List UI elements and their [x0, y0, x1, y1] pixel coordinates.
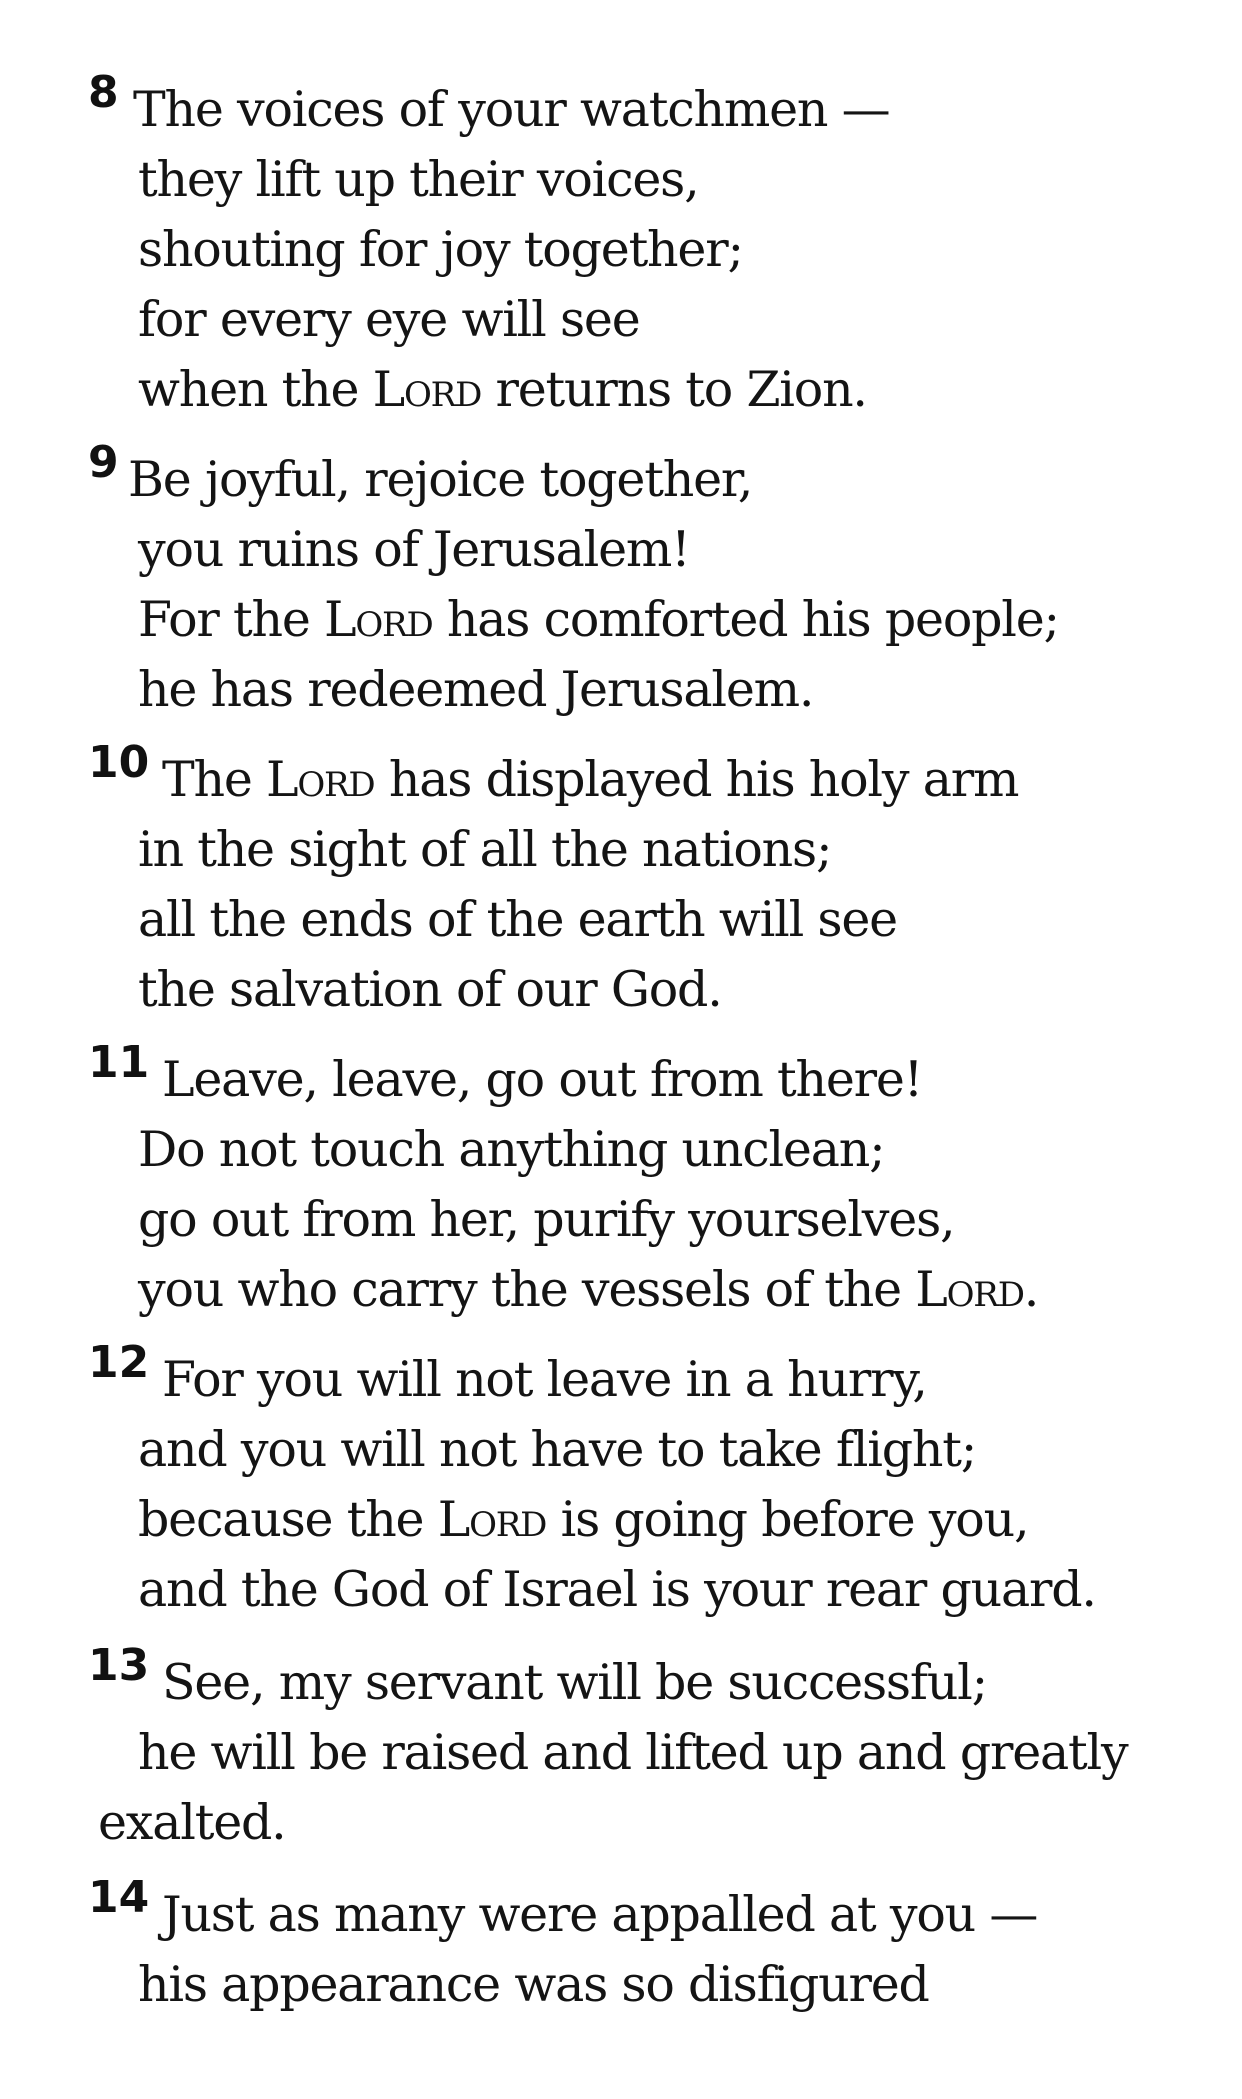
verse-line: [138, 145, 699, 215]
verse-line: [138, 1555, 1096, 1625]
line-text: exalted.: [98, 1794, 286, 1851]
line-text: shouting for joy together;: [138, 221, 743, 278]
divine-name: Lord: [266, 751, 375, 808]
verse-line: [138, 1485, 1028, 1555]
verse-number: 8: [88, 67, 119, 118]
line-text: and the God of Israel is your rear guard.: [138, 1561, 1096, 1618]
verse-line: [162, 1345, 927, 1415]
verse-line: [138, 355, 867, 425]
divine-name: Lord: [372, 361, 482, 418]
verse-line: [138, 1115, 884, 1185]
verse-line: [138, 885, 897, 955]
line-text: Do not touch anything unclean;: [138, 1121, 885, 1178]
divine-name: Lord: [915, 1261, 1024, 1318]
line-text: because the: [138, 1491, 438, 1548]
verse-line: [138, 1950, 929, 2020]
verse-line: [138, 285, 640, 355]
line-text: all the ends of the earth will see: [138, 891, 897, 948]
line-text: has comforted his people;: [432, 591, 1059, 648]
verse-line: [138, 1415, 976, 1485]
verse-line: [128, 445, 752, 515]
line-text: The: [162, 751, 267, 808]
line-text: they lift up their voices,: [138, 151, 699, 208]
verse-line: [138, 815, 831, 885]
line-text: is going before you,: [546, 1491, 1029, 1548]
line-text: The voices of your watchmen —: [133, 81, 890, 138]
verse-line: [138, 585, 1059, 655]
verse-line: [138, 515, 690, 585]
verse-number: 14: [88, 1872, 150, 1923]
line-text: he will be raised and lifted up and greatly: [138, 1724, 1128, 1781]
line-text: For the: [138, 591, 325, 648]
line-text: For you will not leave in a hurry,: [162, 1351, 927, 1408]
line-text: has displayed his holy arm: [374, 751, 1019, 808]
verse-line: [138, 955, 722, 1025]
line-text: Leave, leave, go out from there!: [162, 1051, 923, 1108]
verse-number: 13: [88, 1640, 150, 1691]
verse-number: 11: [88, 1037, 150, 1088]
line-text: you ruins of Jerusalem!: [138, 521, 690, 578]
verse-line: [138, 1185, 954, 1255]
verse-line: [138, 655, 813, 725]
verse-line: [162, 745, 1018, 815]
line-text: See, my servant will be successful;: [162, 1654, 987, 1711]
verse-line: [162, 1648, 987, 1718]
verse-line: [162, 1880, 1037, 1950]
line-text: he has redeemed Jerusalem.: [138, 661, 814, 718]
verse-line: [138, 1255, 1038, 1325]
verse-number: 9: [88, 437, 119, 488]
verse-line: [138, 215, 743, 285]
verse-line: [162, 1045, 922, 1115]
verse-number: 12: [88, 1337, 150, 1388]
line-text: when the: [138, 361, 373, 418]
line-text: returns to Zion.: [481, 361, 867, 418]
line-text: Be joyful, rejoice together,: [128, 451, 753, 508]
line-text: for every eye will see: [138, 291, 640, 348]
line-text: his appearance was so disfigured: [138, 1956, 929, 2013]
verse-number: 10: [88, 737, 150, 788]
verse-line: [133, 75, 889, 145]
line-text: and you will not have to take flight;: [138, 1421, 977, 1478]
line-text: go out from her, purify yourselves,: [138, 1191, 955, 1248]
line-text: Just as many were appalled at you —: [162, 1886, 1038, 1943]
line-text: .: [1023, 1261, 1039, 1318]
line-text: in the sight of all the nations;: [138, 821, 832, 878]
divine-name: Lord: [324, 591, 433, 648]
verse-line: [98, 1788, 286, 1858]
verse-line: [138, 1718, 1127, 1788]
divine-name: Lord: [437, 1491, 547, 1548]
line-text: the salvation of our God.: [138, 961, 722, 1018]
line-text: you who carry the vessels of the: [138, 1261, 916, 1318]
